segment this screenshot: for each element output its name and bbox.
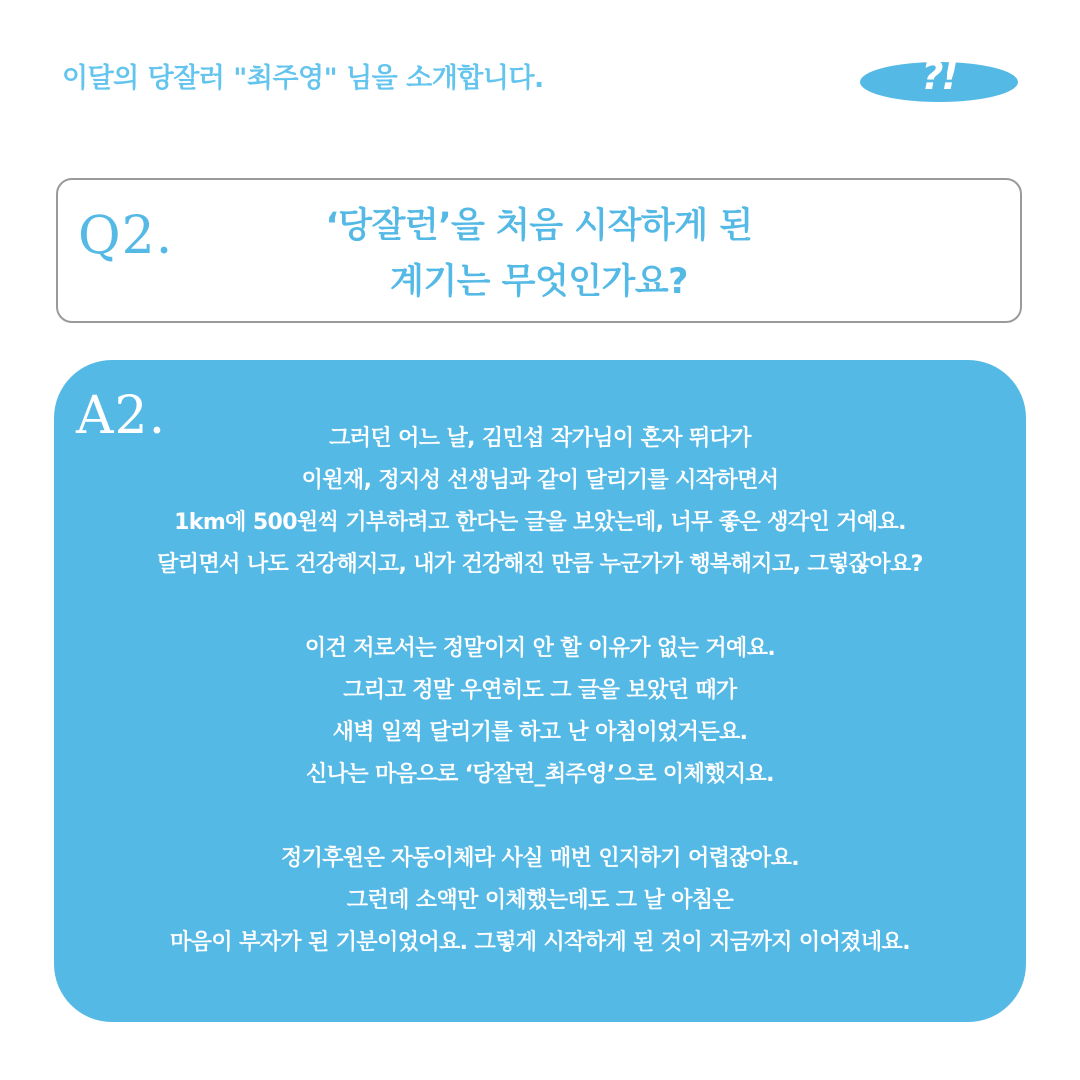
answer-line: 이건 저로서는 정말이지 안 할 이유가 없는 거예요. <box>304 636 776 661</box>
answer-paragraph <box>54 418 1026 586</box>
interrobang-icon: ?! <box>921 54 957 98</box>
answer-paragraph <box>54 628 1026 796</box>
answer-card <box>54 360 1026 1022</box>
answer-label: A2. <box>76 386 167 446</box>
answer-line: 마음이 부자가 된 기분이었어요. 그렇게 시작하게 된 것이 지금까지 이어졌네요. <box>170 930 910 955</box>
interrobang-badge <box>860 54 1018 102</box>
answer-line: 그런데 소액만 이체했는데도 그 날 아침은 <box>346 888 734 913</box>
question-line: 계기는 무엇인가요? <box>390 262 688 302</box>
answer-line: 그리고 정말 우연히도 그 글을 보았던 때가 <box>343 678 737 703</box>
answer-line: 1km에 500원씩 기부하려고 한다는 글을 보았는데, 너무 좋은 생각인 거예요. <box>174 510 906 535</box>
answer-line: 정기후원은 자동이체라 사실 매번 인지하기 어렵잖아요. <box>280 846 800 871</box>
question-line: ‘당잘런’을 처음 시작하게 된 <box>325 206 753 246</box>
question-card <box>56 178 1022 323</box>
answer-line: 새벽 일찍 달리기를 하고 난 아침이었거든요. <box>332 720 748 745</box>
question-label: Q2. <box>78 206 174 266</box>
answer-line: 그러던 어느 날, 김민섭 작가님이 혼자 뛰다가 <box>329 426 751 451</box>
answer-line: 이원재, 정지성 선생님과 같이 달리기를 시작하면서 <box>301 468 779 493</box>
answer-text <box>54 418 1026 964</box>
page-title: 이달의 당잘러 "최주영" 님을 소개합니다. <box>62 63 544 94</box>
answer-paragraph <box>54 838 1026 964</box>
answer-line: 신나는 마음으로 ‘당잘런_최주영’으로 이체했지요. <box>306 762 774 787</box>
question-text <box>58 198 1020 310</box>
answer-line: 달리면서 나도 건강해지고, 내가 건강해진 만큼 누군가가 행복해지고, 그렇잖아요? <box>157 552 923 577</box>
